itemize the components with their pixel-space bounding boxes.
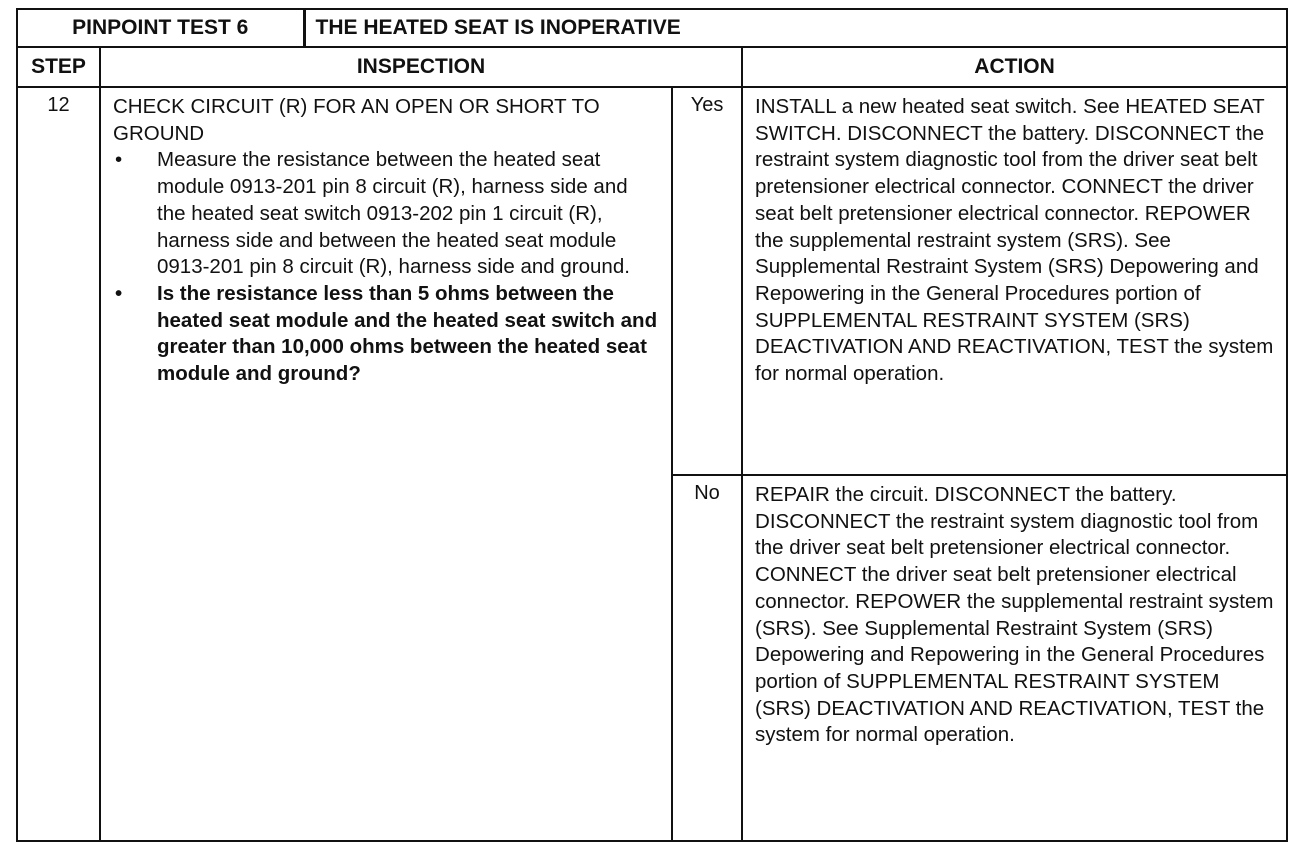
test-title: THE HEATED SEAT IS INOPERATIVE xyxy=(304,9,1287,47)
pinpoint-test-table xyxy=(16,8,1288,842)
inspection-heading: CHECK CIRCUIT (R) FOR AN OPEN OR SHORT TO GROUND xyxy=(113,95,600,145)
step-number: 12 xyxy=(17,87,100,841)
inspection-cell xyxy=(100,87,672,841)
answer-yes-label: Yes xyxy=(672,87,742,475)
action-no: REPAIR the circuit. DISCONNECT the battery. DISCONNECT the restraint system diagnostic tool from the driver seat belt pretensioner electrical connector. CONNECT the driver seat belt pretensioner electrical connector. REPOWER the supplemental restraint system (SRS). See Supplemental Restraint System (SRS) Depowering and Repowering in the General Procedures portion of SUPPLEMENTAL RESTRAINT SYSTEM (SRS) DEACTIVATION AND REACTIVATION, TEST the system for normal operation. xyxy=(742,475,1287,841)
column-header-action: ACTION xyxy=(742,47,1287,87)
inspection-bullets xyxy=(113,147,661,387)
column-header-inspection: INSPECTION xyxy=(100,47,742,87)
test-label: PINPOINT TEST 6 xyxy=(17,9,304,47)
column-header-step: STEP xyxy=(17,47,100,87)
title-row xyxy=(17,9,1287,47)
inspection-bullet-question: • Is the resistance less than 5 ohms between the heated seat module and the heated seat switch and greater than 10,000 ohms between the heated seat module and ground? xyxy=(157,281,661,388)
action-yes: INSTALL a new heated seat switch. See HEATED SEAT SWITCH. DISCONNECT the battery. DISCONNECT the restraint system diagnostic tool from the driver seat belt pretensioner electrical connector. CONNECT the driver seat belt pretensioner electrical connector. REPOWER the supplemental restraint system (SRS). See Supplemental Restraint System (SRS) Depowering and Repowering in the General Procedures portion of SUPPLEMENTAL RESTRAINT SYSTEM (SRS) DEACTIVATION AND REACTIVATION, TEST the system for normal operation. xyxy=(742,87,1287,475)
column-header-row xyxy=(17,47,1287,87)
inspection-bullet-measure: • Measure the resistance between the heated seat module 0913-201 pin 8 circuit (R), harness side and the heated seat switch 0913-202 pin 1 circuit (R), harness side and between the heated seat module 0913-201 pin 8 circuit (R), harness side and ground. xyxy=(157,147,661,281)
step-row-yes xyxy=(17,87,1287,475)
answer-no-label: No xyxy=(672,475,742,841)
